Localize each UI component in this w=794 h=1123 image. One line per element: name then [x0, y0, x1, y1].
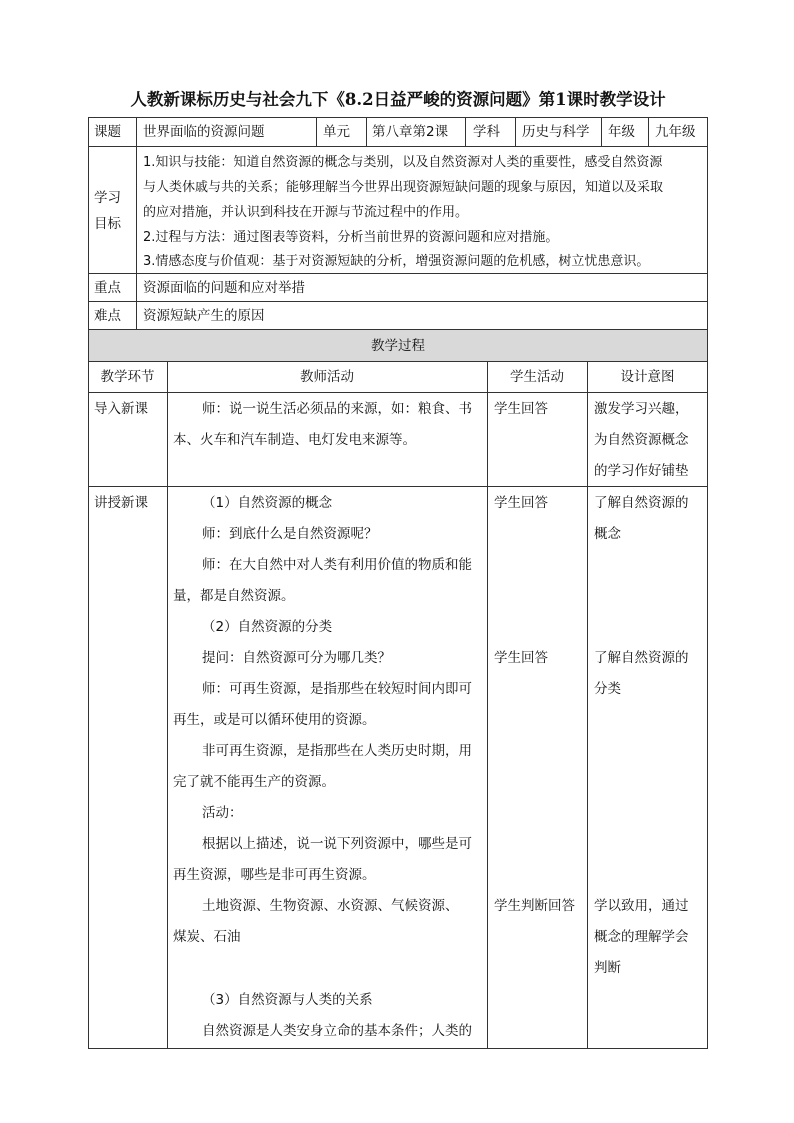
grade-label: 年级	[608, 124, 635, 140]
lecture-intent-line: 学以致用，通过	[594, 898, 689, 914]
difficulty-value: 资源短缺产生的原因	[143, 308, 265, 324]
lecture-intent-line: 判断	[594, 960, 621, 976]
column-header-teacher: 教师活动	[300, 369, 354, 385]
intro-intent-line: 的学习作好铺垫	[594, 463, 689, 479]
lecture-teacher-line: 自然资源是人类安身立命的基本条件；人类的	[202, 1023, 472, 1039]
lecture-teacher-line: 活动：	[202, 805, 243, 821]
lecture-teacher-line: 土地资源、生物资源、水资源、气候资源、	[202, 898, 459, 914]
objectives-label-line1: 学习	[94, 190, 121, 206]
column-header-stage: 教学环节	[100, 369, 155, 385]
unit-value: 第八章第2课	[372, 124, 449, 140]
topic-value: 世界面临的资源问题	[143, 124, 265, 140]
lecture-teacher-line: 量，都是自然资源。	[173, 588, 295, 604]
unit-label: 单元	[323, 124, 350, 140]
lecture-student: 学生回答	[494, 495, 548, 511]
objective-line: 2.过程与方法：通过图表等资料，分析当前世界的资源问题和应对措施。	[143, 230, 559, 245]
lecture-teacher-line: 根据以上描述，说一说下列资源中，哪些是可	[202, 836, 472, 852]
lecture-teacher-line: 提问：自然资源可分为哪几类？	[202, 650, 391, 666]
lecture-intent-line: 概念	[594, 526, 621, 542]
objective-line: 的应对措施，并认识到科技在开源与节流过程中的作用。	[143, 205, 469, 220]
lecture-student: 学生判断回答	[494, 898, 575, 914]
lecture-teacher-line: （1）自然资源的概念	[202, 495, 333, 511]
column-header-student: 学生活动	[510, 369, 564, 385]
key-point-value: 资源面临的问题和应对举措	[143, 280, 305, 296]
lecture-teacher-line: 煤炭、石油	[173, 929, 241, 945]
lecture-teacher-line: 完了就不能再生产的资源。	[173, 774, 335, 790]
objective-line: 1.知识与技能：知道自然资源的概念与类别，以及自然资源对人类的重要性，感受自然资源	[143, 155, 663, 170]
lecture-intent-line: 了解自然资源的	[594, 495, 689, 511]
lecture-teacher-line: 师：到底什么是自然资源呢？	[202, 526, 378, 542]
lecture-teacher-line: 师：在大自然中对人类有利用价值的物质和能	[202, 557, 472, 573]
column-header-intent: 设计意图	[620, 369, 675, 385]
lecture-intent-line: 了解自然资源的	[594, 650, 689, 666]
process-header: 教学过程	[371, 338, 425, 354]
grade-value: 九年级	[655, 124, 696, 140]
intro-intent-line: 为自然资源概念	[594, 432, 689, 448]
lecture-teacher-line: 师：可再生资源，是指那些在较短时间内即可	[202, 681, 472, 697]
subject-label: 学科	[473, 124, 500, 140]
topic-label: 课题	[94, 124, 121, 140]
intro-stage: 导入新课	[94, 401, 148, 417]
objective-line: 与人类休戚与共的关系；能够理解当今世界出现资源短缺问题的现象与原因，知道以及采取	[143, 180, 664, 195]
objectives-label-line2: 目标	[94, 216, 121, 232]
difficulty-label: 难点	[94, 308, 121, 324]
lecture-intent-line: 分类	[594, 681, 621, 697]
document-title: 人教新课标历史与社会九下《8.2日益严峻的资源问题》第1课时教学设计	[130, 90, 666, 109]
lecture-teacher-line: （3）自然资源与人类的关系	[202, 992, 373, 1008]
intro-intent-line: 激发学习兴趣，	[594, 401, 689, 417]
lecture-student: 学生回答	[494, 650, 548, 666]
lecture-teacher-line: 非可再生资源，是指那些在人类历史时期，用	[202, 743, 472, 759]
lecture-stage: 讲授新课	[94, 495, 148, 511]
lecture-teacher-line: （2）自然资源的分类	[202, 619, 333, 635]
lecture-teacher-line: 再生资源，哪些是非可再生资源。	[173, 867, 376, 883]
subject-value: 历史与科学	[522, 124, 590, 140]
lecture-teacher-line: 再生，或是可以循环使用的资源。	[173, 712, 376, 728]
lecture-intent-line: 概念的理解学会	[594, 929, 689, 945]
intro-student: 学生回答	[494, 401, 548, 417]
objective-line: 3.情感态度与价值观：基于对资源短缺的分析，增强资源问题的危机感，树立忧患意识。	[143, 254, 650, 269]
intro-teacher-line: 本、火车和汽车制造、电灯发电来源等。	[173, 432, 416, 448]
key-point-label: 重点	[94, 280, 121, 296]
intro-teacher-line: 师：说一说生活必须品的来源，如：粮食、书	[202, 401, 472, 417]
